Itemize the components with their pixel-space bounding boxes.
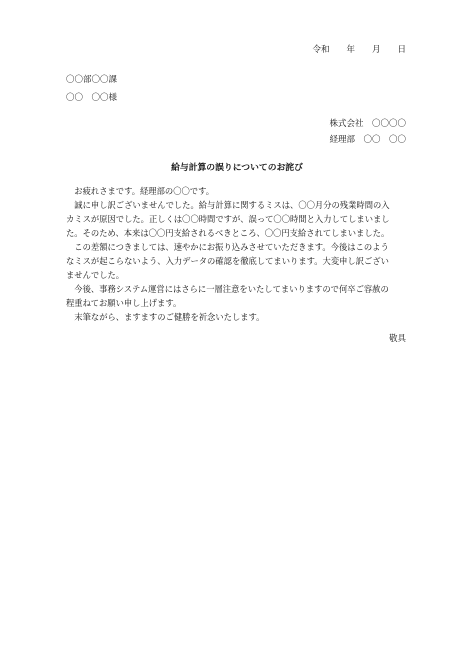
sender-company: 株式会社 〇〇〇〇 xyxy=(329,119,406,129)
body-line: カミスが原因でした。正しくは〇〇時間ですが、誤って〇〇時間と入力してしまいまし xyxy=(66,214,390,224)
recipient-name: 〇〇 〇〇様 xyxy=(66,93,118,103)
body-line: 今後、事務システム運営にはさらに一層注意をいたしてまいりますので何卒ご容赦の xyxy=(66,284,389,294)
body-line: 誠に申し訳ございませんでした。給与計算に関するミスは、〇〇月分の残業時間の入 xyxy=(66,200,390,210)
letter-date: 令和 年 月 日 xyxy=(312,45,406,55)
body-line: なミスが起こらないよう、入力データの確認を徹底してまいります。大変申し訳ござい xyxy=(66,256,389,266)
recipient-department: 〇〇部〇〇課 xyxy=(66,75,118,85)
body-line: この差額につきましては、速やかにお振り込みさせていただきます。今後はこのよう xyxy=(66,242,389,252)
sender-department: 経理部 〇〇 〇〇 xyxy=(329,135,406,145)
letter-body xyxy=(66,184,408,324)
body-line: ませんでした。 xyxy=(66,270,125,280)
body-line: お疲れさまです。経理部の〇〇です。 xyxy=(66,186,215,196)
body-line: た。そのため、本来は〇〇円支給されるべきところ、〇〇円支給されてしまいました。 xyxy=(66,228,390,238)
closing-word: 敬具 xyxy=(388,334,406,344)
body-line: 末筆ながら、ますますのご健勝を祈念いたします。 xyxy=(66,312,265,322)
letter-title: 給与計算の誤りについてのお詫び xyxy=(171,163,303,173)
body-line: 程重ねてお願い申し上げます。 xyxy=(66,298,182,308)
